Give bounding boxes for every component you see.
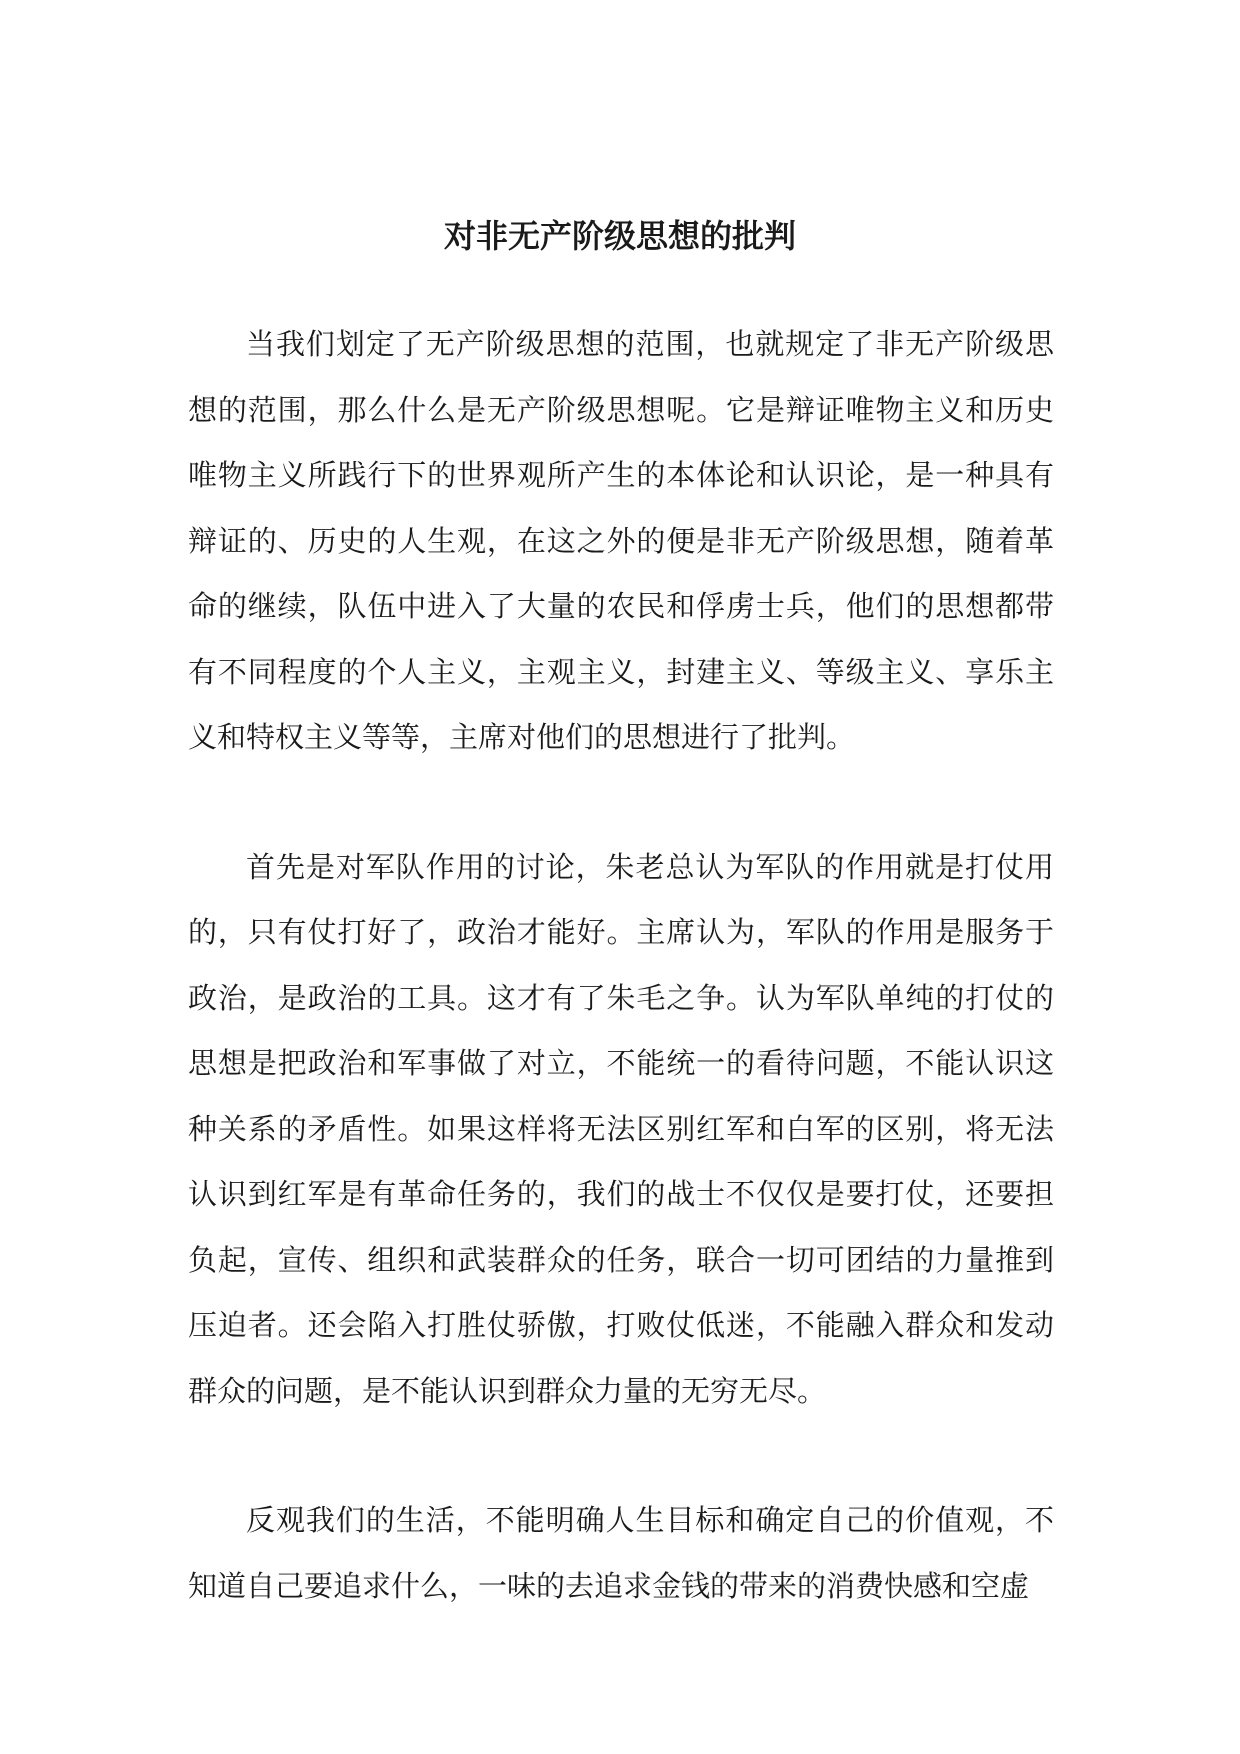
document-title: 对非无产阶级思想的批判 (443, 217, 796, 255)
paragraph-1: 当我们划定了无产阶级思想的范围，也就规定了非无产阶级思想的范围，那么什么是无产阶级思想呢。它是辩证唯物主义和历史唯物主义所践行下的世界观所产生的本体论和认识论，是一种具有辩证的、历史的人生观，在这之外的便是非无产阶级思想，随着革命的继续，队伍中进入了大量的农民和俘虏士兵，他们的思想都带有不同程度的个人主义，主观主义，封建主义、等级主义、享乐主义和特权主义等等，主席对他们的思想进行了批判。 (188, 327, 1054, 754)
document-body (188, 312, 1054, 1619)
paragraph-3: 反观我们的生活，不能明确人生目标和确定自己的价值观，不知道自己要追求什么，一味的去追求金钱的带来的消费快感和空虚 (188, 1503, 1054, 1603)
paragraph-2: 首先是对军队作用的讨论，朱老总认为军队的作用就是打仗用的，只有仗打好了，政治才能好。主席认为，军队的作用是服务于政治，是政治的工具。这才有了朱毛之争。认为军队单纯的打仗的思想是把政治和军事做了对立，不能统一的看待问题，不能认识这种关系的矛盾性。如果这样将无法区别红军和白军的区别，将无法认识到红军是有革命任务的，我们的战士不仅仅是要打仗，还要担负起，宣传、组织和武装群众的任务，联合一切可团结的力量推到压迫者。还会陷入打胜仗骄傲，打败仗低迷，不能融入群众和发动群众的问题，是不能认识到群众力量的无穷无尽。 (188, 849, 1054, 1408)
